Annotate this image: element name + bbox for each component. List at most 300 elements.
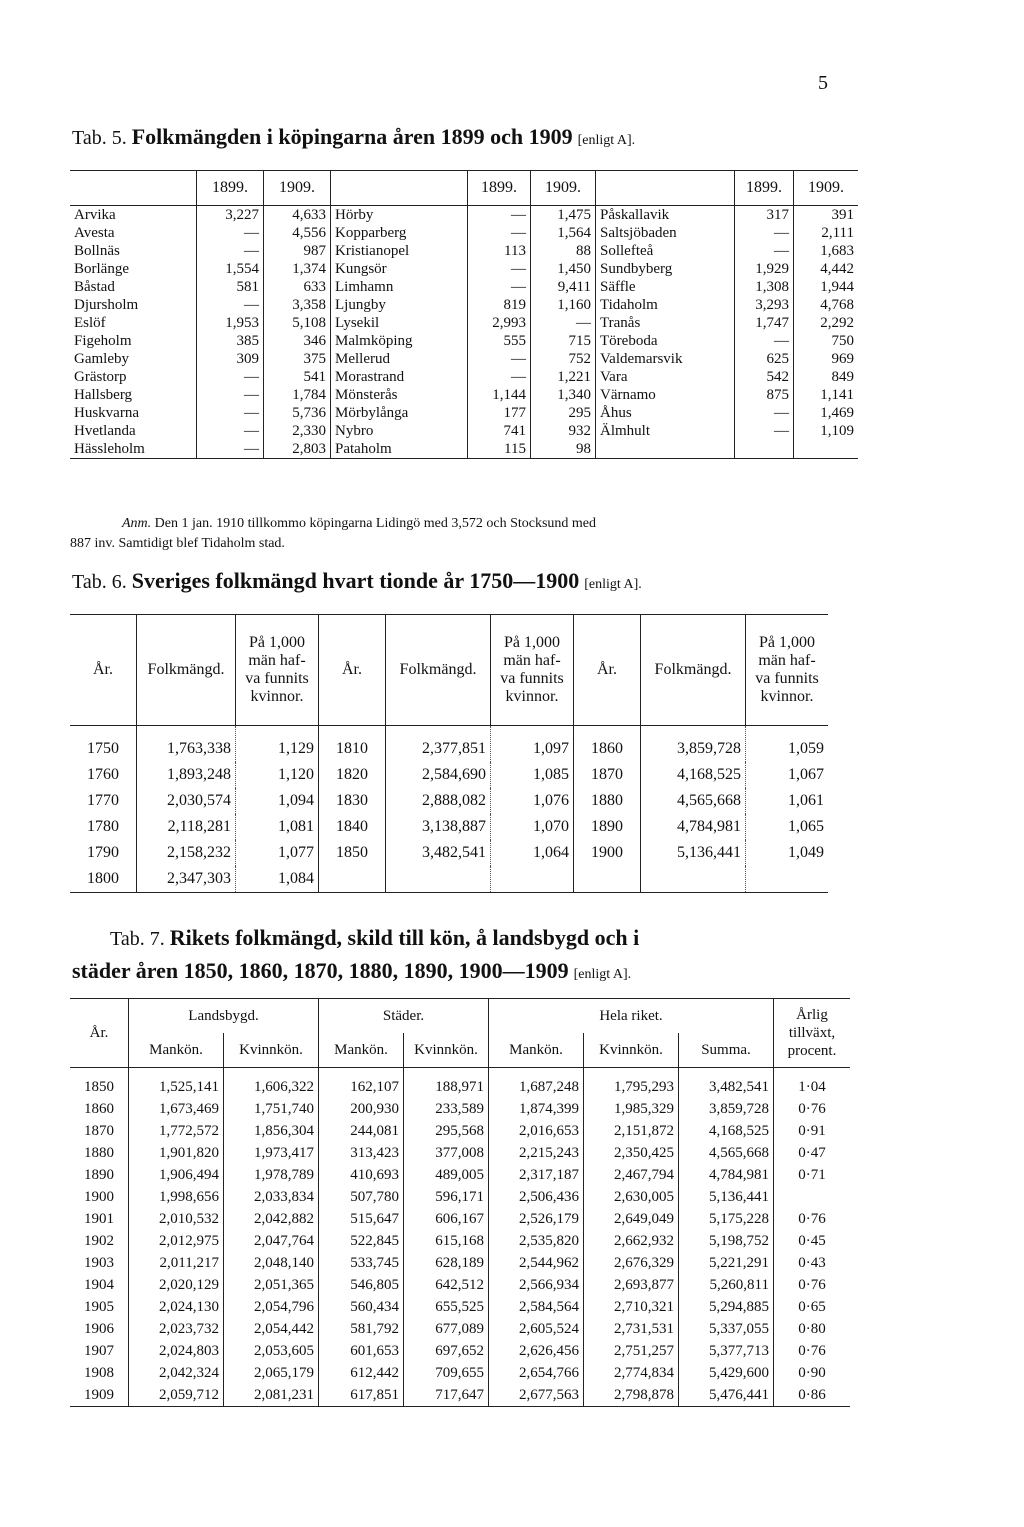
urban-men: 507,780 — [319, 1186, 404, 1208]
urban-men: 581,792 — [319, 1318, 404, 1340]
table-row — [70, 1340, 850, 1362]
place-name: Pataholm — [331, 440, 468, 459]
t5-h1899-b: 1899. — [468, 171, 531, 206]
growth-rate: 0·90 — [774, 1362, 851, 1384]
total-sum: 4,168,525 — [679, 1120, 774, 1142]
urban-men: 617,851 — [319, 1384, 404, 1407]
tab5-label: Tab. 5. — [72, 127, 127, 149]
rural-women: 1,978,789 — [224, 1164, 319, 1186]
t6-h-pop-c: Folkmängd. — [641, 615, 746, 726]
value-1909: 4,556 — [264, 224, 331, 242]
value-1899: — — [197, 296, 264, 314]
rural-women: 2,051,365 — [224, 1274, 319, 1296]
t6-h-ratio-a1: På 1,000 — [249, 634, 305, 651]
population — [641, 866, 746, 893]
page-number: 5 — [818, 72, 828, 94]
table-row — [70, 1186, 850, 1208]
value-1899: 317 — [735, 206, 794, 225]
table-row — [70, 1296, 850, 1318]
t6-h-year-a: År. — [93, 661, 113, 678]
year: 1900 — [84, 1189, 114, 1205]
value-1909: 1,340 — [531, 386, 596, 404]
total-sum: 5,136,441 — [679, 1186, 774, 1208]
t6-h-ratio-c2: män haf- — [758, 652, 816, 669]
urban-men: 162,107 — [319, 1068, 404, 1099]
table-row — [70, 242, 858, 260]
urban-women: 709,655 — [404, 1362, 489, 1384]
value-1899: — — [468, 350, 531, 368]
value-1899: — — [468, 278, 531, 296]
total-women: 2,751,257 — [584, 1340, 679, 1362]
ratio: 1,097 — [491, 726, 574, 763]
value-1909: 98 — [531, 440, 596, 459]
value-1909: 1,141 — [794, 386, 859, 404]
ratio: 1,049 — [746, 840, 829, 866]
ratio: 1,065 — [746, 814, 829, 840]
value-1899: — — [197, 404, 264, 422]
urban-men: 410,693 — [319, 1164, 404, 1186]
t7-h-growth1: Årlig — [796, 1007, 828, 1023]
value-1909: 2,292 — [794, 314, 859, 332]
value-1899: — — [468, 368, 531, 386]
t6-h-ratio-a2: män haf- — [248, 652, 306, 669]
year: 1850 — [84, 1079, 114, 1095]
total-men: 1,687,248 — [489, 1068, 584, 1099]
year: 1900 — [574, 840, 641, 866]
year: 1903 — [84, 1255, 114, 1271]
rural-men: 1,525,141 — [129, 1068, 224, 1099]
t7-h-rural: Landsbygd. — [129, 999, 319, 1034]
rural-women: 2,033,834 — [224, 1186, 319, 1208]
year: 1906 — [84, 1321, 114, 1337]
t7-h-tw: Kvinnkön. — [584, 1033, 679, 1068]
rural-women: 2,081,231 — [224, 1384, 319, 1407]
t7-h-uw: Kvinnkön. — [404, 1033, 489, 1068]
ratio: 1,076 — [491, 788, 574, 814]
table-row — [70, 278, 858, 296]
year: 1790 — [87, 844, 119, 861]
value-1899: 1,308 — [735, 278, 794, 296]
total-men: 2,566,934 — [489, 1274, 584, 1296]
rural-women: 2,054,442 — [224, 1318, 319, 1340]
population: 4,784,981 — [641, 814, 746, 840]
place-name — [596, 440, 735, 459]
ratio — [491, 866, 574, 893]
table-row — [70, 1318, 850, 1340]
urban-women: 628,189 — [404, 1252, 489, 1274]
t6-h-ratio-a — [236, 615, 319, 726]
tab6-title: Sveriges folkmängd hvart tionde år 1750—1900 — [131, 568, 580, 593]
urban-men: 515,647 — [319, 1208, 404, 1230]
ratio: 1,061 — [746, 788, 829, 814]
year: 1870 — [84, 1123, 114, 1139]
growth-rate: 0·71 — [774, 1164, 851, 1186]
rural-women: 2,054,796 — [224, 1296, 319, 1318]
value-1899: 3,227 — [197, 206, 264, 225]
urban-men: 546,805 — [319, 1274, 404, 1296]
year: 1890 — [574, 814, 641, 840]
place-name: Mellerud — [331, 350, 468, 368]
population — [386, 866, 491, 893]
table-row — [70, 296, 858, 314]
t7-h-total: Hela riket. — [489, 999, 774, 1034]
value-1899 — [735, 440, 794, 459]
rural-men: 2,011,217 — [129, 1252, 224, 1274]
value-1909: 4,442 — [794, 260, 859, 278]
value-1909: 2,330 — [264, 422, 331, 440]
population: 3,482,541 — [386, 840, 491, 866]
total-sum: 5,377,713 — [679, 1340, 774, 1362]
place-name: Kopparberg — [331, 224, 468, 242]
t6-h-ratio-a4: kvinnor. — [250, 688, 304, 705]
table-row — [70, 422, 858, 440]
growth-rate: 0·76 — [774, 1274, 851, 1296]
population: 2,030,574 — [137, 788, 236, 814]
rural-women: 2,042,882 — [224, 1208, 319, 1230]
table-row — [70, 1384, 850, 1407]
ratio: 1,129 — [236, 726, 319, 763]
tab7-body — [70, 1068, 850, 1407]
total-men: 2,654,766 — [489, 1362, 584, 1384]
value-1909: 633 — [264, 278, 331, 296]
value-1909: 1,683 — [794, 242, 859, 260]
growth-rate: 0·47 — [774, 1142, 851, 1164]
value-1899: 177 — [468, 404, 531, 422]
value-1909: 3,358 — [264, 296, 331, 314]
ratio: 1,084 — [236, 866, 319, 893]
tab7-caption-line1 — [110, 925, 639, 951]
value-1899: 625 — [735, 350, 794, 368]
value-1909: 5,736 — [264, 404, 331, 422]
value-1899: 542 — [735, 368, 794, 386]
year: 1760 — [87, 766, 119, 783]
tab5-note-label: Anm. — [122, 516, 152, 531]
t6-h-year-c: År. — [574, 615, 641, 726]
table-row — [70, 1142, 850, 1164]
value-1909: 932 — [531, 422, 596, 440]
place-name: Limhamn — [331, 278, 468, 296]
urban-women: 188,971 — [404, 1068, 489, 1099]
growth-rate: 0·91 — [774, 1120, 851, 1142]
urban-women: 642,512 — [404, 1274, 489, 1296]
total-sum: 4,784,981 — [679, 1164, 774, 1186]
value-1899: 115 — [468, 440, 531, 459]
t7-h-growth — [774, 999, 851, 1068]
value-1899: 875 — [735, 386, 794, 404]
rural-men: 2,042,324 — [129, 1362, 224, 1384]
value-1899: — — [735, 242, 794, 260]
value-1909: 849 — [794, 368, 859, 386]
place-name: Värnamo — [596, 386, 735, 404]
rural-women: 1,606,322 — [224, 1068, 319, 1099]
total-men: 2,605,524 — [489, 1318, 584, 1340]
t6-h-ratio-b4: kvinnor. — [505, 688, 559, 705]
value-1909: 752 — [531, 350, 596, 368]
urban-men: 560,434 — [319, 1296, 404, 1318]
table-row — [70, 726, 828, 763]
place-name: Sollefteå — [596, 242, 735, 260]
table-row — [70, 1098, 850, 1120]
tab5-table — [70, 170, 858, 459]
value-1899: 555 — [468, 332, 531, 350]
t6-h-ratio-b — [491, 615, 574, 726]
year: 1850 — [319, 840, 386, 866]
population: 3,859,728 — [641, 726, 746, 763]
t7-h-growth3: procent. — [787, 1043, 837, 1059]
ratio — [746, 866, 829, 893]
total-men: 2,584,564 — [489, 1296, 584, 1318]
table-row — [70, 840, 828, 866]
total-sum: 5,337,055 — [679, 1318, 774, 1340]
value-1909: 1,564 — [531, 224, 596, 242]
total-women: 2,662,932 — [584, 1230, 679, 1252]
rural-men: 1,906,494 — [129, 1164, 224, 1186]
total-men: 2,016,653 — [489, 1120, 584, 1142]
value-1909: 4,768 — [794, 296, 859, 314]
tab6-body — [70, 726, 828, 893]
value-1909: 715 — [531, 332, 596, 350]
value-1909: 9,411 — [531, 278, 596, 296]
population: 2,118,281 — [137, 814, 236, 840]
rural-women: 1,856,304 — [224, 1120, 319, 1142]
value-1899: — — [468, 206, 531, 225]
value-1899: 1,929 — [735, 260, 794, 278]
place-name: Borlänge — [74, 261, 129, 277]
value-1899: 309 — [197, 350, 264, 368]
population: 3,138,887 — [386, 814, 491, 840]
total-women: 2,731,531 — [584, 1318, 679, 1340]
place-name: Gamleby — [74, 351, 129, 367]
value-1899: 113 — [468, 242, 531, 260]
urban-women: 377,008 — [404, 1142, 489, 1164]
rural-men: 2,012,975 — [129, 1230, 224, 1252]
growth-rate: 0·45 — [774, 1230, 851, 1252]
total-women: 2,649,049 — [584, 1208, 679, 1230]
value-1909: 346 — [264, 332, 331, 350]
urban-women: 596,171 — [404, 1186, 489, 1208]
urban-women: 717,647 — [404, 1384, 489, 1407]
value-1909: 750 — [794, 332, 859, 350]
t7-h-ts: Summa. — [679, 1033, 774, 1068]
growth-rate: 0·76 — [774, 1208, 851, 1230]
tab7-caption-line2 — [72, 958, 631, 984]
total-men: 1,874,399 — [489, 1098, 584, 1120]
year: 1750 — [87, 740, 119, 757]
tab5-body — [70, 206, 858, 459]
rural-women: 1,751,740 — [224, 1098, 319, 1120]
place-name: Lysekil — [331, 314, 468, 332]
value-1909: 1,475 — [531, 206, 596, 225]
year — [319, 866, 386, 893]
year: 1909 — [84, 1387, 114, 1403]
population: 4,565,668 — [641, 788, 746, 814]
table-row — [70, 314, 858, 332]
urban-women: 697,652 — [404, 1340, 489, 1362]
place-name: Morastrand — [331, 368, 468, 386]
t7-h-urban: Städer. — [319, 999, 489, 1034]
place-name: Malmköping — [331, 332, 468, 350]
tab5-note — [122, 514, 596, 534]
rural-women: 1,973,417 — [224, 1142, 319, 1164]
ratio: 1,064 — [491, 840, 574, 866]
value-1909: 1,944 — [794, 278, 859, 296]
t5-h1909-a: 1909. — [264, 171, 331, 206]
place-name: Eslöf — [74, 315, 106, 331]
value-1899: 1,953 — [197, 314, 264, 332]
year: 1904 — [84, 1277, 114, 1293]
urban-men: 313,423 — [319, 1142, 404, 1164]
t6-h-ratio-b2: män haf- — [503, 652, 561, 669]
rural-women: 2,048,140 — [224, 1252, 319, 1274]
t5-h1909-c: 1909. — [794, 171, 859, 206]
rural-men: 1,998,656 — [129, 1186, 224, 1208]
tab5-title: Folkmängden i köpingarna åren 1899 och 1909 — [131, 124, 573, 149]
year: 1890 — [84, 1167, 114, 1183]
growth-rate-empty — [774, 1186, 851, 1208]
urban-men: 533,745 — [319, 1252, 404, 1274]
value-1899: 1,554 — [197, 260, 264, 278]
place-name: Töreboda — [596, 332, 735, 350]
place-name: Nybro — [331, 422, 468, 440]
total-men: 2,626,456 — [489, 1340, 584, 1362]
value-1909: 295 — [531, 404, 596, 422]
table-row — [70, 1120, 850, 1142]
ratio: 1,070 — [491, 814, 574, 840]
place-name: Saltsjöbaden — [596, 224, 735, 242]
place-name: Vara — [596, 368, 735, 386]
value-1909 — [794, 440, 859, 459]
t6-h-ratio-a3: va funnits — [245, 670, 309, 687]
urban-men: 522,845 — [319, 1230, 404, 1252]
rural-men: 2,024,130 — [129, 1296, 224, 1318]
growth-rate: 0·76 — [774, 1340, 851, 1362]
t7-h-year: År. — [70, 999, 129, 1068]
population: 4,168,525 — [641, 762, 746, 788]
place-name: Kristianopel — [331, 242, 468, 260]
value-1899: — — [197, 368, 264, 386]
table-row — [70, 1208, 850, 1230]
total-women: 1,795,293 — [584, 1068, 679, 1099]
value-1909: 987 — [264, 242, 331, 260]
rural-men: 1,673,469 — [129, 1098, 224, 1120]
value-1909: 1,450 — [531, 260, 596, 278]
t6-h-ratio-c — [746, 615, 829, 726]
total-women: 2,676,329 — [584, 1252, 679, 1274]
value-1909: 2,111 — [794, 224, 859, 242]
value-1909: 1,160 — [531, 296, 596, 314]
place-name: Säffle — [596, 278, 735, 296]
total-men: 2,526,179 — [489, 1208, 584, 1230]
t7-h-rw: Kvinnkön. — [224, 1033, 319, 1068]
t6-h-ratio-c3: va funnits — [755, 670, 819, 687]
t7-h-rm: Mankön. — [129, 1033, 224, 1068]
rural-women: 2,053,605 — [224, 1340, 319, 1362]
place-name: Huskvarna — [74, 405, 139, 421]
tab7-table — [70, 998, 850, 1407]
place-name: Åhus — [596, 404, 735, 422]
year: 1880 — [574, 788, 641, 814]
tab6-table — [70, 614, 828, 893]
t6-h-pop-a: Folkmängd. — [137, 615, 236, 726]
year: 1860 — [84, 1101, 114, 1117]
value-1909: 4,633 — [264, 206, 331, 225]
year: 1907 — [84, 1343, 114, 1359]
rural-men: 2,010,532 — [129, 1208, 224, 1230]
urban-women: 233,589 — [404, 1098, 489, 1120]
total-men: 2,317,187 — [489, 1164, 584, 1186]
tab5-caption — [72, 124, 635, 150]
t6-h-ratio-b3: va funnits — [500, 670, 564, 687]
rural-men: 2,020,129 — [129, 1274, 224, 1296]
value-1909: 1,374 — [264, 260, 331, 278]
tab7-title-line1: Rikets folkmängd, skild till kön, å landsbygd och i — [169, 925, 640, 950]
year: 1880 — [84, 1145, 114, 1161]
place-name: Valdemarsvik — [596, 350, 735, 368]
total-men: 2,506,436 — [489, 1186, 584, 1208]
place-name: Ljungby — [331, 296, 468, 314]
ratio: 1,059 — [746, 726, 829, 763]
urban-men: 612,442 — [319, 1362, 404, 1384]
total-sum: 3,482,541 — [679, 1068, 774, 1099]
total-women: 2,350,425 — [584, 1142, 679, 1164]
table-row — [70, 1362, 850, 1384]
year: 1860 — [574, 726, 641, 763]
table-row — [70, 1068, 850, 1099]
value-1909: 2,803 — [264, 440, 331, 459]
growth-rate: 0·86 — [774, 1384, 851, 1407]
t7-h-um: Mankön. — [319, 1033, 404, 1068]
value-1899: — — [468, 224, 531, 242]
total-women: 1,985,329 — [584, 1098, 679, 1120]
place-name: Bollnäs — [74, 243, 120, 259]
value-1899: — — [735, 332, 794, 350]
value-1909: 88 — [531, 242, 596, 260]
year: 1770 — [87, 792, 119, 809]
table-row — [70, 350, 858, 368]
table-row — [70, 866, 828, 893]
table-row — [70, 814, 828, 840]
rural-women: 2,065,179 — [224, 1362, 319, 1384]
year: 1901 — [84, 1211, 114, 1227]
urban-women: 677,089 — [404, 1318, 489, 1340]
value-1909: 1,469 — [794, 404, 859, 422]
tab6-caption — [72, 568, 642, 594]
place-name: Båstad — [74, 279, 115, 295]
total-women: 2,774,834 — [584, 1362, 679, 1384]
total-men: 2,535,820 — [489, 1230, 584, 1252]
t7-h-growth2: tillväxt, — [788, 1025, 836, 1041]
value-1899: 385 — [197, 332, 264, 350]
total-sum: 5,175,228 — [679, 1208, 774, 1230]
population: 2,584,690 — [386, 762, 491, 788]
table-row — [70, 332, 858, 350]
urban-men: 244,081 — [319, 1120, 404, 1142]
rural-men: 1,772,572 — [129, 1120, 224, 1142]
place-name: Mörbylånga — [331, 404, 468, 422]
place-name: Påskallavik — [596, 206, 735, 225]
value-1899: — — [197, 422, 264, 440]
growth-rate: 1·04 — [774, 1068, 851, 1099]
value-1899: 2,993 — [468, 314, 531, 332]
t5-h1899-a: 1899. — [197, 171, 264, 206]
table-row — [70, 1164, 850, 1186]
total-women: 2,798,878 — [584, 1384, 679, 1407]
total-women: 2,710,321 — [584, 1296, 679, 1318]
rural-men: 2,059,712 — [129, 1384, 224, 1407]
urban-women: 295,568 — [404, 1120, 489, 1142]
population: 2,888,082 — [386, 788, 491, 814]
year: 1905 — [84, 1299, 114, 1315]
